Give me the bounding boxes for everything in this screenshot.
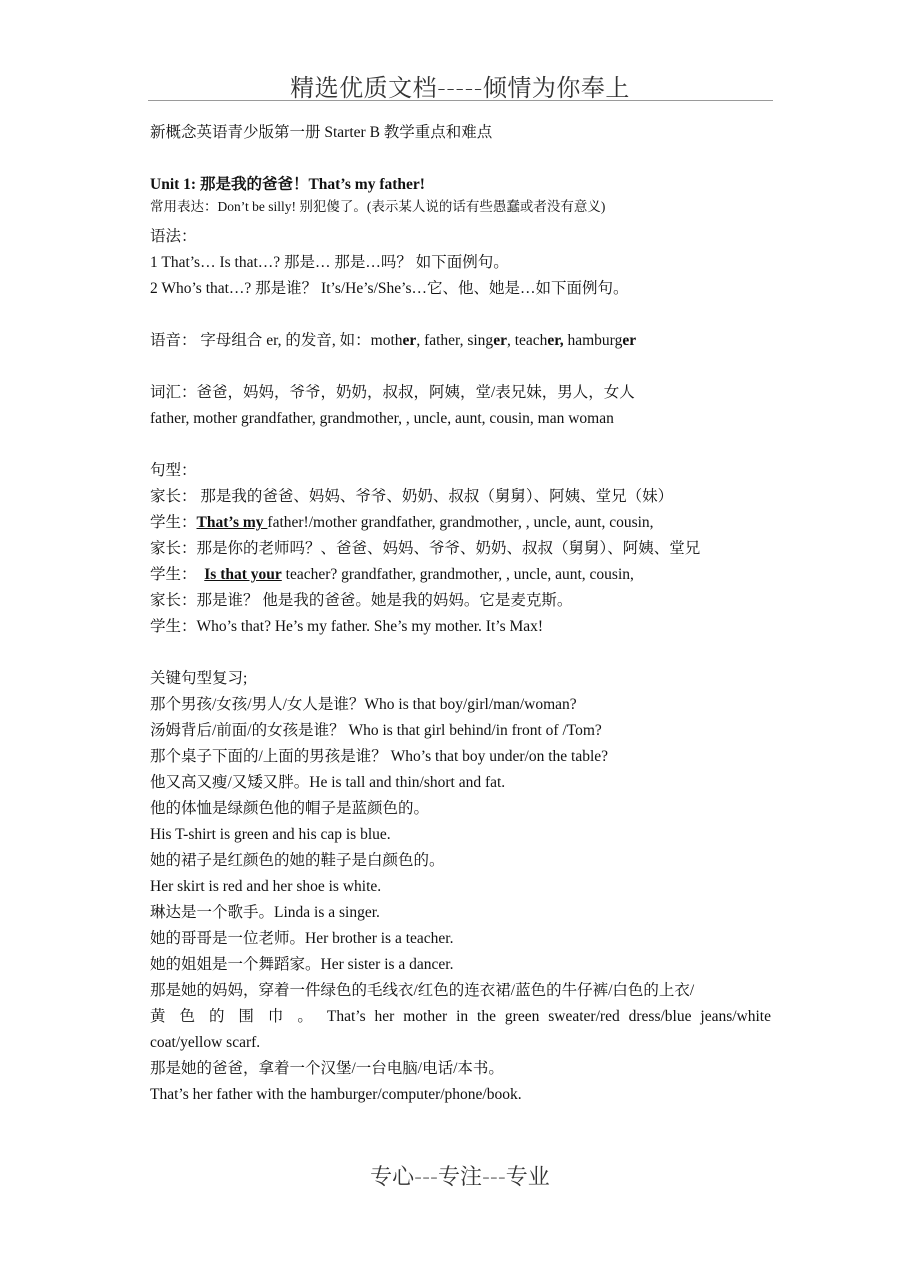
review-line: 她的哥哥是一位老师。Her brother is a teacher.	[150, 930, 454, 947]
phonics-word: teacher,	[514, 332, 564, 349]
review-line: His T-shirt is green and his cap is blue.	[150, 826, 391, 843]
dialogue-line: 学生：Who’s that? He’s my father. She’s my mother. It’s Max!	[150, 618, 544, 635]
father-paragraph-line: 那是她的爸爸，拿着一个汉堡/一台电脑/电话/本书。	[150, 1060, 504, 1077]
page-header-title: 精选优质文档-----倾情为你奉上	[290, 74, 630, 102]
review-line: 他又高又瘦/又矮又胖。He is tall and thin/short and fat.	[150, 774, 506, 791]
blank-line	[150, 432, 771, 458]
dialogue-line: 学生： Is that your teacher? grandfather, grandmother, , uncle, aunt, cousin,	[150, 566, 634, 583]
document-body	[150, 120, 771, 1108]
speaker-label: 家长：	[150, 488, 197, 505]
father-paragraph-line: That’s her father with the hamburger/computer/phone/book.	[150, 1086, 522, 1103]
review-line: 他的体恤是绿颜色他的帽子是蓝颜色的。	[150, 800, 430, 817]
mother-paragraph-line: 那是她的妈妈，穿着一件绿色的毛线衣/红色的连衣裙/蓝色的牛仔裤/白色的上衣/	[150, 982, 695, 999]
review-line: 她的姐姐是一个舞蹈家。Her sister is a dancer.	[150, 956, 454, 973]
common-expression: 常用表达：Don’t be silly! 别犯傻了。(表示某人说的话有些愚蠢或者没有意义)	[150, 199, 606, 214]
speaker-label: 家长：	[150, 540, 197, 557]
grammar-label: 语法：	[150, 228, 197, 245]
header-divider	[148, 100, 773, 101]
grammar-item: 2 Who’s that…? 那是谁？ It’s/He’s/She’s…它、他、她是…如下面例句。	[150, 280, 629, 297]
vocab-chinese: 词汇：爸爸，妈妈，爷爷，奶奶，叔叔，阿姨，堂/表兄妹，男人，女人	[150, 384, 635, 401]
phonics-line	[150, 328, 771, 354]
review-label: 关键句型复习;	[150, 670, 248, 687]
phonics-word: singer,	[467, 332, 515, 349]
dialogue-line: 家长：那是你的老师吗？、爸爸、妈妈、爷爷、奶奶、叔叔（舅舅）、阿姨、堂兄	[150, 540, 701, 557]
phonics-word: mother,	[370, 332, 425, 349]
review-line: 她的裙子是红颜色的她的鞋子是白颜色的。	[150, 852, 445, 869]
blank-line	[150, 354, 771, 380]
document-subtitle: 新概念英语青少版第一册 Starter B 教学重点和难点	[150, 124, 493, 141]
phonics-word: hamburger	[567, 332, 637, 349]
blank-line	[150, 146, 771, 172]
page-footer-title: 专心---专注---专业	[370, 1165, 550, 1190]
dialogue-line: 家长： 那是我的爸爸、妈妈、爷爷、奶奶、叔叔（舅舅）、阿姨、堂兄（妹）	[150, 488, 674, 505]
review-line: 琳达是一个歌手。Linda is a singer.	[150, 904, 380, 921]
unit-heading: Unit 1: 那是我的爸爸！That’s my father!	[150, 176, 425, 193]
mother-paragraph-line: 黄 色 的 围 巾 。 That’s her mother in the green sweater/red dress/blue jeans/white	[150, 1008, 771, 1025]
blank-line	[150, 640, 771, 666]
patterns-label: 句型：	[150, 462, 197, 479]
phonics-word: father,	[424, 332, 468, 349]
speaker-label: 学生：	[150, 618, 197, 635]
speaker-label: 家长：	[150, 592, 197, 609]
phonics-prefix: 语音： 字母组合 er, 的发音, 如：	[150, 332, 371, 349]
review-line: 那个男孩/女孩/男人/女人是谁？Who is that boy/girl/man/woman?	[150, 696, 577, 713]
underlined-phrase: Is that your	[204, 566, 282, 583]
speaker-label: 学生：	[150, 566, 197, 583]
grammar-item: 1 That’s… Is that…? 那是… 那是…吗？ 如下面例句。	[150, 254, 509, 271]
review-line: 汤姆背后/前面/的女孩是谁？ Who is that girl behind/in front of /Tom?	[150, 722, 602, 739]
speaker-label: 学生：	[150, 514, 197, 531]
dialogue-line: 学生：That’s my father!/mother grandfather, grandmother, , uncle, aunt, cousin,	[150, 514, 654, 531]
review-line: 那个桌子下面的/上面的男孩是谁？ Who’s that boy under/on the table?	[150, 748, 609, 765]
blank-line	[150, 302, 771, 328]
mother-paragraph-line: coat/yellow scarf.	[150, 1034, 261, 1051]
underlined-phrase: That’s my	[196, 514, 268, 531]
dialogue-line: 家长：那是谁？ 他是我的爸爸。她是我的妈妈。它是麦克斯。	[150, 592, 573, 609]
review-line: Her skirt is red and her shoe is white.	[150, 878, 382, 895]
vocab-english: father, mother grandfather, grandmother, , uncle, aunt, cousin, man woman	[150, 410, 614, 427]
